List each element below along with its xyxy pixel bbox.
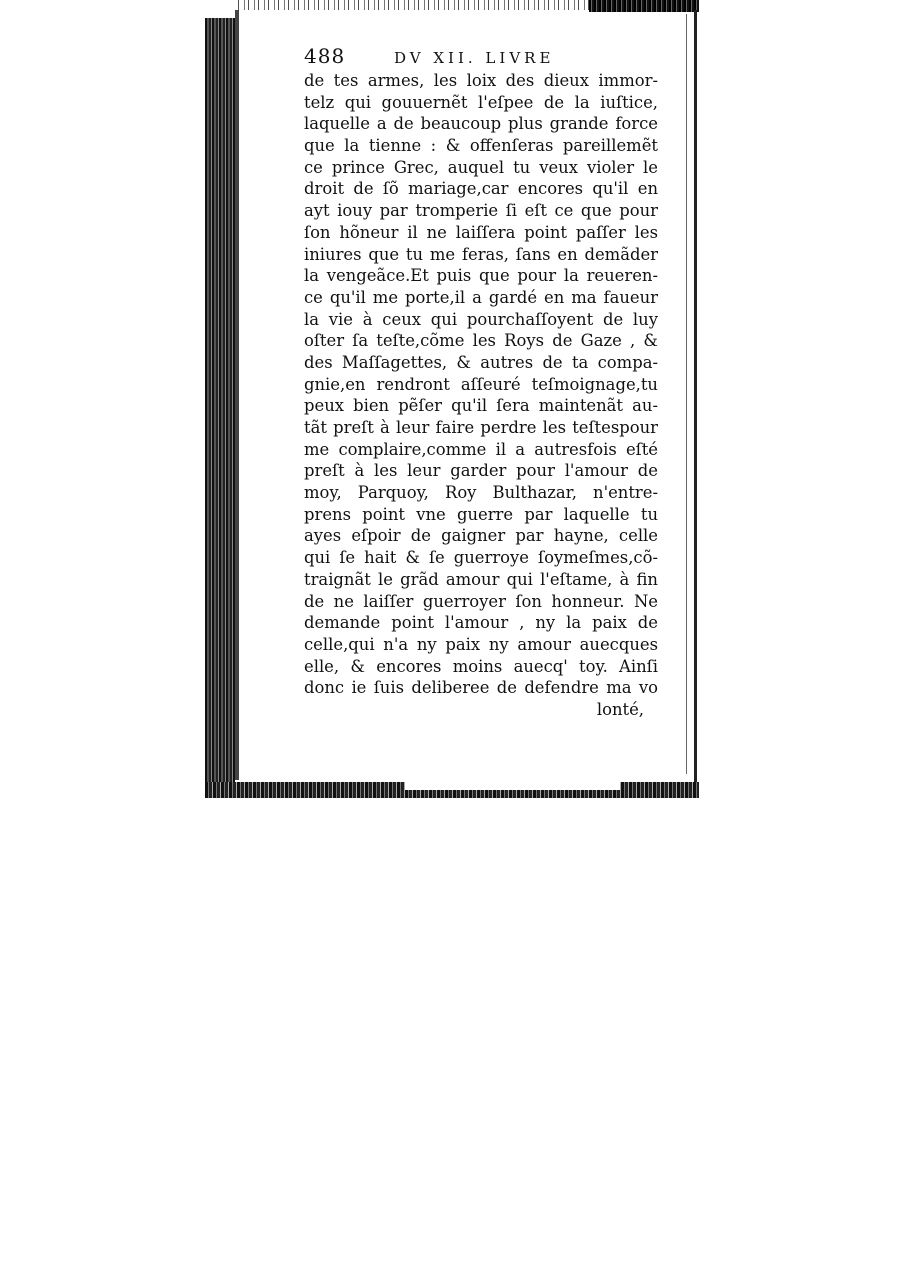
text-line: ce qu'il me porte,il a gardé en ma faueur <box>304 287 658 307</box>
text-line: oſter ſa teſte,cõme les Roys de Gaze , & <box>304 331 658 351</box>
text-line: tãt preſt à leur faire perdre les teſtespour <box>304 418 658 437</box>
page-top-right-edge <box>589 0 699 12</box>
text-line: elle, & encores moins auecq' toy. Ainſi <box>304 656 658 676</box>
text-line: la vengeãce.Et puis que pour la reueren- <box>304 266 658 286</box>
page-bottom-gap <box>405 782 620 790</box>
text-line: moy, Parquoy, Roy Bulthazar, n'entre- <box>304 483 658 503</box>
text-line: preſt à les leur garder pour l'amour de <box>304 461 658 481</box>
text-line: laquelle a de beaucoup plus grande force <box>304 114 658 134</box>
text-line: ayt iouy par tromperie ſi eſt ce que pour <box>304 201 658 221</box>
text-line: que la tienne : & offenſeras pareillemẽt <box>304 136 658 156</box>
page-number: 488 <box>304 44 346 68</box>
text-line: me complaire,comme il a autresfois eſté <box>304 439 658 459</box>
text-line: la vie à ceux qui pourchaſſoyent de luy <box>304 309 658 329</box>
text-line: de tes armes, les loix des dieux immor- <box>304 71 658 90</box>
binding-shadow <box>235 10 239 780</box>
page-header <box>304 44 658 70</box>
text-line: des Maſſagettes, & autres de ta compa- <box>304 352 658 372</box>
book-binding-edge <box>205 18 235 798</box>
text-line: ſon hõneur il ne laiſſera point paſſer les <box>304 222 658 242</box>
running-head: DV XII. LIVRE <box>394 49 555 67</box>
page-right-edge <box>694 10 697 785</box>
text-line: traignãt le grãd amour qui l'eſtame, à fin <box>304 569 658 589</box>
text-line: donc ie ſuis deliberee de defendre ma vo <box>304 678 658 698</box>
text-line: demande point l'amour , ny la paix de <box>304 613 658 633</box>
page-text <box>304 44 658 721</box>
text-line: celle,qui n'a ny paix ny amour auecques <box>304 634 658 654</box>
text-line: ce prince Grec, auquel tu veux violer le <box>304 157 658 177</box>
text-line: gnie,en rendront aſſeuré teſmoignage,tu <box>304 374 658 394</box>
catchword: lonté, <box>596 699 644 719</box>
text-line: ayes eſpoir de gaigner par hayne, celle <box>304 526 658 546</box>
text-line: qui ſe hait & ſe guerroye ſoymeſmes,cõ- <box>304 548 658 568</box>
text-line: droit de ſõ mariage,car encores qu'il en <box>304 179 658 199</box>
text-line: prens point vne guerre par laquelle tu <box>304 504 658 524</box>
text-line: de ne laiſſer guerroyer ſon honneur. Ne <box>304 591 658 611</box>
text-line: telz qui gouuernẽt l'eſpee de la iuſtice, <box>304 92 658 112</box>
text-line: iniures que tu me feras, ſans en demãder <box>304 244 658 264</box>
text-line: peux bien pẽſer qu'il ſera maintenãt au- <box>304 396 658 416</box>
page-right-inner-edge <box>686 14 687 774</box>
